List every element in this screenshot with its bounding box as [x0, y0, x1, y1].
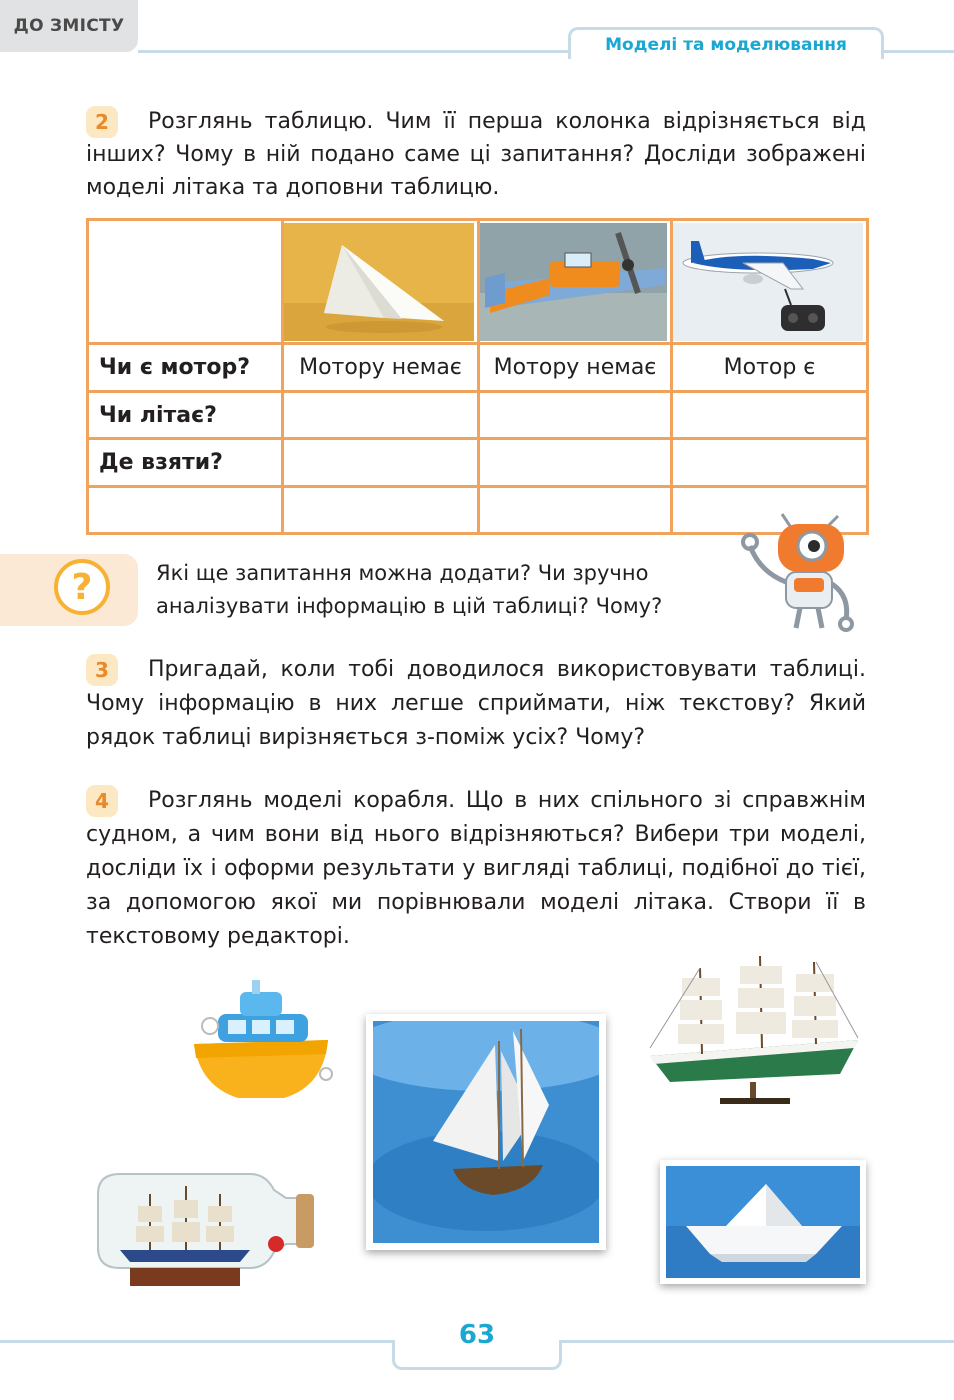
task-4-body: Розглянь моделі корабля. Що в них спільного зі справжнім судном, а чим вони від нього відрізняються? Вибери три моделі, досліди їх і оформи результати у вигляді таблиці, подібної до тієї, за допомогою якої ми порівнювали моделі літака. Створи її в текстовому редакторі. [86, 788, 866, 949]
answer-cell [283, 392, 479, 439]
question-cell: Де взяти? [88, 439, 283, 487]
paper-plane-image-cell [283, 220, 479, 344]
question-cell [88, 487, 283, 534]
table-header-row [88, 220, 868, 344]
airplane-comparison-table [86, 218, 869, 535]
answer-cell [479, 392, 672, 439]
lego-plane-image [480, 223, 667, 341]
ship-in-bottle-image [90, 1164, 320, 1294]
answer-cell [283, 487, 479, 534]
question-mark-icon: ? [54, 559, 110, 615]
answer-cell: Мотору немає [283, 344, 479, 392]
answer-cell: Мотор є [672, 344, 868, 392]
toc-button[interactable]: ДО ЗМІСТУ [0, 0, 138, 52]
task-number-badge: 3 [86, 654, 118, 686]
origami-boat-photo-frame [660, 1160, 866, 1284]
footer-rule-right [562, 1340, 954, 1343]
section-title-text: Моделі та моделювання [605, 34, 847, 55]
answer-cell [479, 439, 672, 487]
answer-cell [283, 439, 479, 487]
rc-airliner-image [673, 223, 863, 341]
table-row [88, 344, 868, 392]
question-cell: Чи літає? [88, 392, 283, 439]
tall-ship-model-image [640, 948, 866, 1118]
paper-ship-photo-frame [366, 1014, 606, 1250]
task-2-body: Розглянь таблицю. Чим її перша колонка відрізняється від інших? Чому в ній подано саме ці запитання? Досліди зображені моделі літака та доповни таблицю. [86, 109, 866, 200]
section-title [568, 27, 884, 59]
page-number: 63 [458, 1320, 496, 1350]
toy-boat-image [188, 974, 338, 1110]
task-number-badge: 2 [86, 106, 118, 138]
table-corner-cell [88, 220, 283, 344]
origami-boat-photo [666, 1166, 860, 1278]
table-row [88, 392, 868, 439]
answer-cell [479, 487, 672, 534]
footer-rule-left [0, 1340, 392, 1343]
robot-mascot-icon [738, 512, 866, 632]
task-2-text [86, 105, 866, 204]
lego-plane-image-cell [479, 220, 672, 344]
answer-cell: Мотору немає [479, 344, 672, 392]
rc-airliner-image-cell [672, 220, 868, 344]
paper-ship-photo [373, 1021, 599, 1243]
paper-plane-image [284, 223, 474, 341]
answer-cell [672, 439, 868, 487]
task-number-badge: 4 [86, 785, 118, 817]
task-3-text [86, 653, 866, 755]
table-row [88, 439, 868, 487]
header-rule-left [138, 50, 568, 53]
header-rule-right [884, 50, 954, 53]
question-note-text: Які ще запитання можна додати? Чи зручно аналізувати інформацію в цій таблиці? Чому? [156, 561, 663, 618]
question-cell: Чи є мотор? [88, 344, 283, 392]
task-3-body: Пригадай, коли тобі доводилося використовувати таблиці. Чому інформацію в них легше сприймати, ніж текстову? Який рядок таблиці вирізняється з-поміж усіх? Чому? [86, 657, 866, 750]
answer-cell [672, 392, 868, 439]
task-4-text [86, 784, 866, 954]
